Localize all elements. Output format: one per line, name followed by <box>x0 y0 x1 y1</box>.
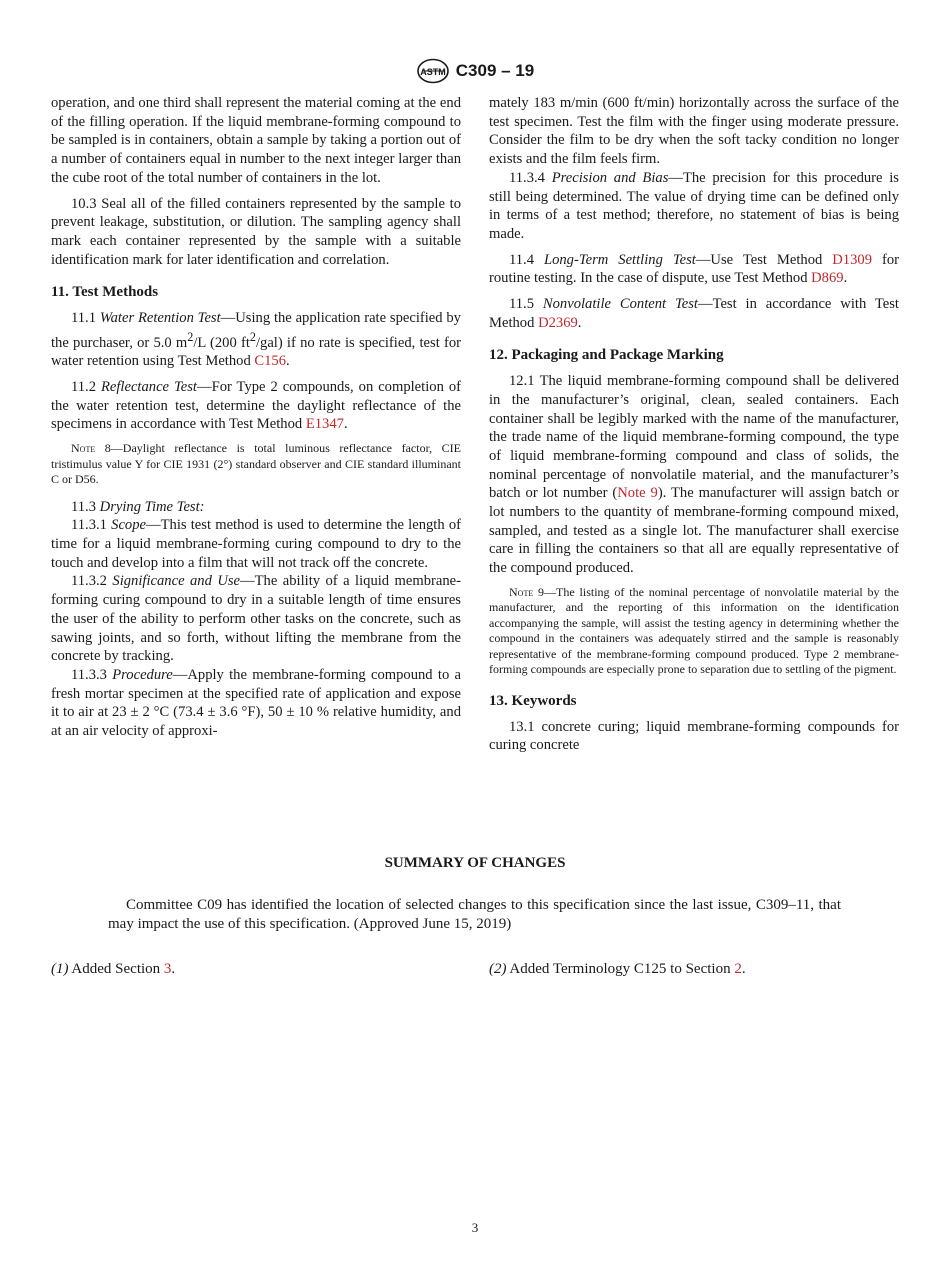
change-item-2: (2) Added Terminology C125 to Section 2. <box>489 961 746 977</box>
link-section-3[interactable]: 3 <box>163 961 172 977</box>
section-11-2: 11.2 Reflectance Test—For Type 2 compounds, on completion of the water retention test, determine the daylight reflectance of the specimens in accordance with Test Method E1347. <box>51 379 461 433</box>
page-number: 3 <box>471 1220 479 1235</box>
section-11-3-4: 11.3.4 Precision and Bias—The precision for this procedure is still being determined. The value of drying time can be defined only in terms of a test method; therefore, no statement of bias is being made. <box>489 169 899 242</box>
heading-packaging: 12. Packaging and Package Marking <box>489 347 724 364</box>
section-11-3: 11.3 Drying Time Test: <box>71 498 205 515</box>
heading-keywords: 13. Keywords <box>489 692 577 709</box>
section-10-3: 10.3 Seal all of the filled containers represented by the sample to prevent leakage, substitution, or dilution. The sampling agency shall mark each container represented by the sample with a suitable identification mark for later identification and correlation. <box>51 195 461 268</box>
section-13-1: 13.1 concrete curing; liquid membrane-forming compounds for curing concrete <box>489 718 899 754</box>
note-8: Note 8—Daylight reflectance is total luminous reflectance factor, CIE tristimulus value Y for CIE 1931 (2°) standard observer and CIE standard illuminant C or D56. <box>51 441 461 487</box>
link-note-9[interactable]: Note 9 <box>617 485 658 502</box>
section-12-1: 12.1 The liquid membrane-forming compound shall be delivered in the manufacturer’s original, clean, sealed containers. Each container shall be legibly marked with the name of the manufacturer, the trade name of the liquid membrane-forming compound, the type of liquid membrane-forming compound and class of solids, the nominal percentage of nonvolatile material, and the manufacturer’s batch or lot number (Note 9). The manufacturer will assign batch or lot numbers to the quantity of membrane-forming compound mixed, sampled, and tested as a single lot. The manufacturer shall exercise care in filling the containers so that all are equally representative of the compound produced. <box>489 373 899 577</box>
section-11-5: 11.5 Nonvolatile Content Test—Test in accordance with Test Method D2369. <box>489 296 899 331</box>
left-column <box>51 94 461 741</box>
note-9: Note 9—The listing of the nominal percentage of nonvolatile material by the manufacturer, and the reporting of this information on the identification accompanying the sample, will assist the testing agency in determining whether the compound in the containers was adequately stirred and the sample is reasonably representative of the membrane-forming compound produced. Type 2 membrane-forming compounds are especially prone to separation due to settling of the pigment. <box>489 584 899 677</box>
link-d869[interactable]: D869 <box>811 270 844 287</box>
standard-code: C309 – 19 <box>455 61 535 80</box>
heading-test-methods: 11. Test Methods <box>51 284 159 301</box>
section-11-1: 11.1 Water Retention Test—Using the application rate specified by the purchaser, or 5.0 $m^2/L$ (200 $ft^2/gal$) if no rate is specified, test for water retention using Test Method C156. <box>51 310 461 370</box>
summary-title: SUMMARY OF CHANGES <box>384 855 566 871</box>
link-d2369[interactable]: D2369 <box>538 314 578 331</box>
change-item-1: (1) Added Section 3. <box>51 961 176 977</box>
link-c156[interactable]: C156 <box>254 353 287 370</box>
section-11-4: 11.4 Long-Term Settling Test—Use Test Method D1309 for routine testing. In the case of dispute, use Test Method D869. <box>489 251 899 287</box>
astm-logo-text: ASTM <box>420 67 446 77</box>
section-11-3-3: 11.3.3 Procedure—Apply the membrane-forming compound to a fresh mortar specimen at the specified rate of application and expose it to air at 23 ± 2 °C (73.4 ± 3.6 °F), 50 ± 10 % relative humidity, and at an air velocity of approxi- <box>51 666 461 740</box>
right-column <box>489 94 899 762</box>
link-section-2[interactable]: 2 <box>734 961 742 977</box>
page-header <box>0 58 950 84</box>
link-d1309[interactable]: D1309 <box>832 251 872 268</box>
paragraph-continuation-right: mately 183 m/min (600 ft/min) horizontally across the surface of the test specimen. Test the film with the finger using moderate pressure. Consider the film to be dry when the soft tacky condition no longer exists and the film feels firm. <box>489 95 899 168</box>
section-11-3-1: 11.3.1 Scope—This test method is used to determine the length of time for a liquid membrane-forming curing compound to dry to the touch and develop into a film that will not track off the concrete. <box>51 517 461 571</box>
paragraph-continuation: operation, and one third shall represent the material coming at the end of the filling operation. If the liquid membrane-forming compound to be sampled is in containers, obtain a sample by taking a portion out of a number of containers equal in number to the next integer larger than the cube root of the total number of containers in the lot. <box>51 95 461 186</box>
section-11-3-2: 11.3.2 Significance and Use—The ability of a liquid membrane-forming curing compound to dry in a suitable length of time ensures the user of the ability to perform other tasks on the concrete, such as sawing joints, and so forth, without lifting the membrane from the concrete by tracking. <box>51 573 461 665</box>
summary-text: Committee C09 has identified the location of selected changes to this specification since the last issue, C309–11, that may impact the use of this specification. (Approved June 15, 2019) <box>108 897 841 932</box>
link-e1347[interactable]: E1347 <box>305 416 344 433</box>
astm-logo <box>416 58 450 84</box>
